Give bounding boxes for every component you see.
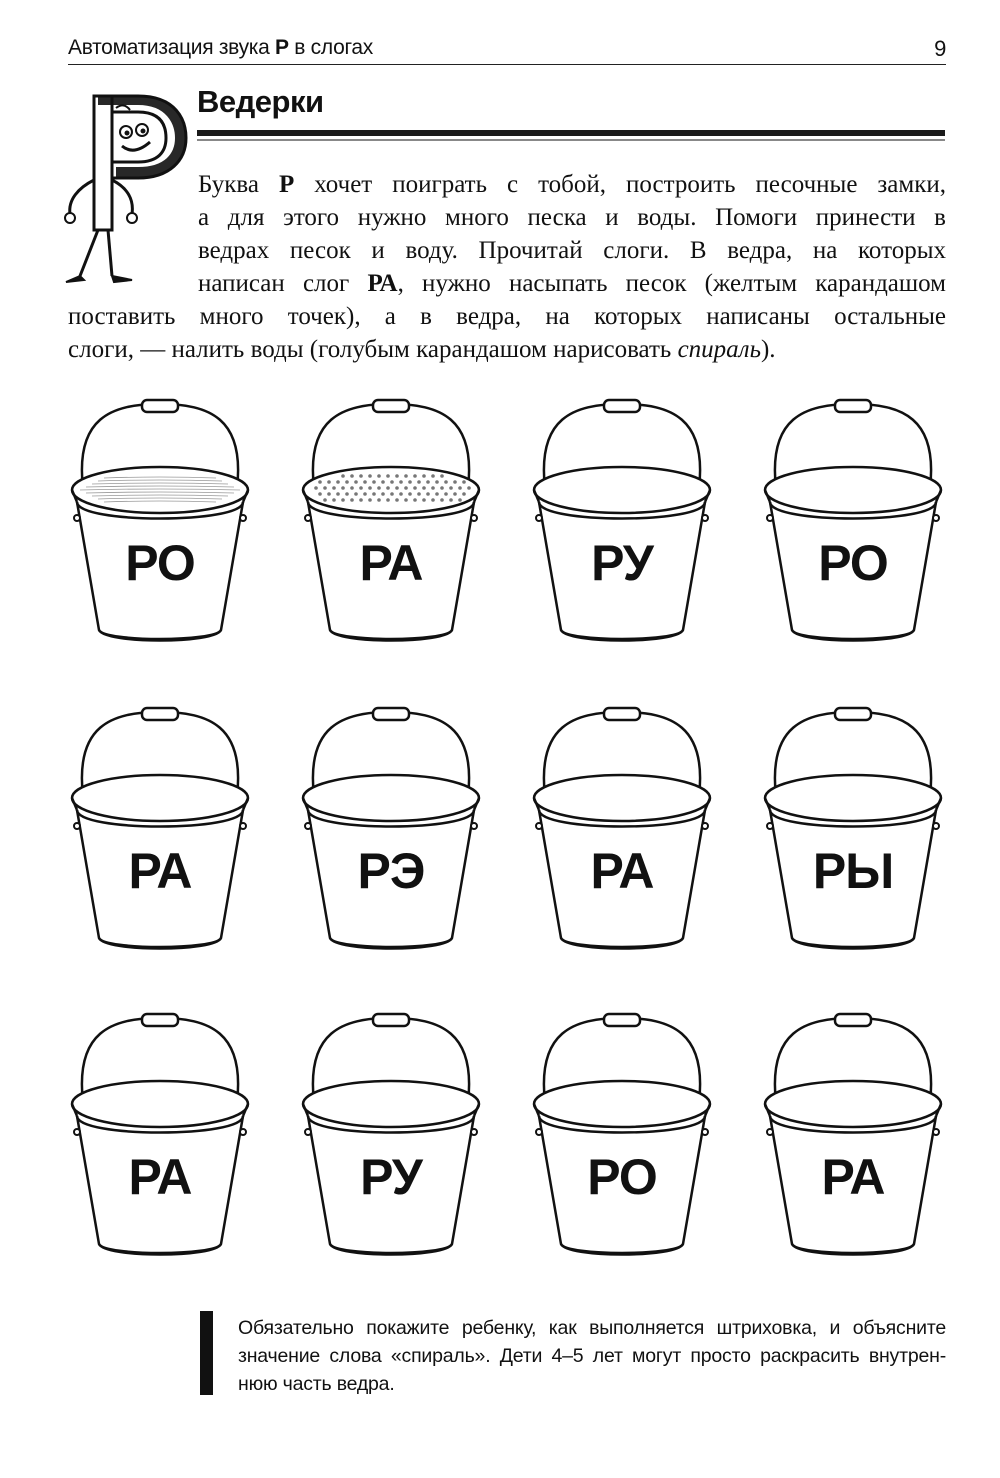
bucket-syllable: РО [125, 535, 195, 591]
title-rule-thin [197, 139, 945, 141]
bucket-10 [296, 1012, 486, 1262]
teacher-note-line-2: значение слова «спираль». Дети 4–5 лет могут просто раскрасить внутрен- [238, 1345, 946, 1367]
bucket-drawing [527, 1012, 717, 1262]
bucket-syllable: РЭ [357, 843, 425, 899]
bucket-12 [758, 1012, 948, 1262]
bucket-6 [296, 706, 486, 956]
teacher-note [238, 1314, 946, 1398]
bucket-syllable: РА [359, 535, 423, 591]
bucket-1 [65, 398, 255, 648]
bucket-syllable: РО [587, 1149, 657, 1205]
bucket-4 [758, 398, 948, 648]
instructions-paragraph [68, 168, 946, 366]
bucket-11 [527, 1012, 717, 1262]
instructions-text: ). [760, 336, 776, 363]
instructions-line-3: ведрах песок и воду. Прочитай слоги. В ведра, на которых [198, 237, 946, 264]
running-head [68, 34, 946, 65]
instructions-line-4 [68, 267, 946, 300]
bucket-drawing [758, 1012, 948, 1262]
bucket-syllable: РА [821, 1149, 885, 1205]
instructions-syllable-ra: РА [367, 270, 398, 297]
bucket-5 [65, 706, 255, 956]
instructions-line-6 [68, 333, 946, 366]
bucket-2 [296, 398, 486, 648]
instructions-text: хочет поиграть с тобой, построить песочные замки, [294, 171, 946, 198]
instructions-text: , нужно насыпать песок (желтым карандашом [397, 270, 946, 297]
bucket-syllable: РА [128, 843, 192, 899]
bucket-drawing [296, 1012, 486, 1262]
note-marker-bar [200, 1311, 213, 1395]
instructions-line-2: а для этого нужно много песка и воды. Помоги принести в [198, 204, 946, 231]
bucket-drawing [65, 398, 255, 648]
bucket-7 [527, 706, 717, 956]
running-head-title [68, 36, 373, 60]
bucket-8 [758, 706, 948, 956]
teacher-note-line-3: нюю часть ведра. [238, 1373, 395, 1395]
bucket-drawing [527, 398, 717, 648]
bucket-syllable: РУ [591, 535, 653, 591]
bucket-drawing [296, 398, 486, 648]
bucket-drawing [296, 706, 486, 956]
instructions-line-1 [68, 168, 946, 201]
bucket-drawing [65, 1012, 255, 1262]
bucket-syllable: РЫ [812, 843, 894, 899]
bucket-syllable: РО [818, 535, 888, 591]
section-title: Ведерки [197, 84, 324, 119]
instructions-line-5: поставить много точек), а в ведра, на которых написаны остальные [68, 303, 946, 330]
page-number: 9 [934, 36, 946, 61]
instructions-text: Буква [198, 171, 279, 198]
teacher-note-line-1: Обязательно покажите ребенку, как выполняется штриховка, и объясните [238, 1317, 946, 1339]
bucket-drawing [758, 398, 948, 648]
bucket-drawing [65, 706, 255, 956]
running-head-text: Автоматизация звука [68, 36, 276, 59]
bucket-9 [65, 1012, 255, 1262]
instructions-letter-r: Р [278, 171, 295, 198]
instructions-text: написан слог [198, 270, 368, 297]
running-head-letter: Р [275, 36, 289, 59]
bucket-syllable: РУ [360, 1149, 422, 1205]
bucket-syllable: РА [128, 1149, 192, 1205]
bucket-syllable: РА [590, 843, 654, 899]
running-head-text-end: в слогах [288, 36, 373, 59]
bucket-drawing [527, 706, 717, 956]
instructions-word-spiral: спираль [677, 336, 761, 363]
bucket-3 [527, 398, 717, 648]
title-rule [197, 130, 945, 136]
instructions-text: слоги, — налить воды (голубым карандашом нарисовать [68, 336, 678, 363]
bucket-drawing [758, 706, 948, 956]
